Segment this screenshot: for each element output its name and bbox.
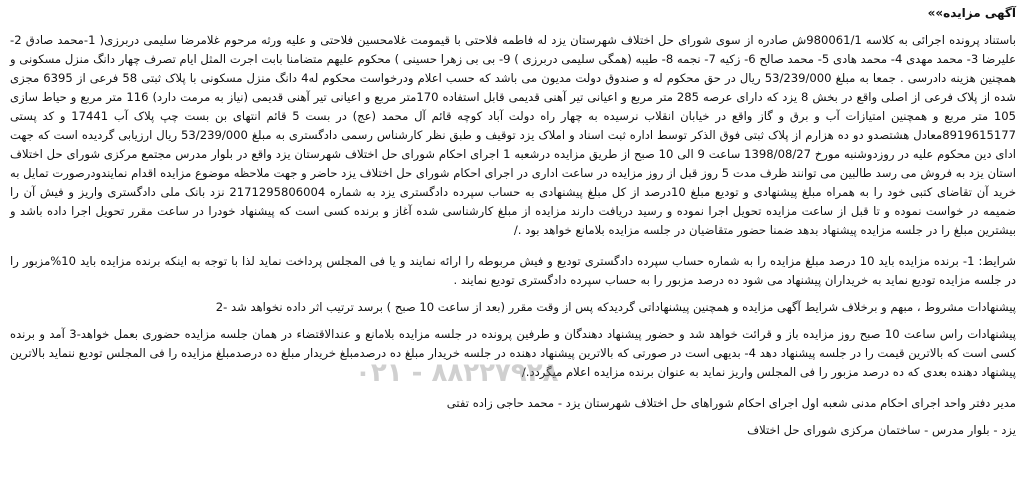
notice-title: آگهی مزایده»»	[927, 6, 1016, 20]
signature-line: مدیر دفتر واحد اجرای احکام مدنی شعبه اول اجرای احکام شوراهای حل اختلاف شهرستان یزد - محمد حاجی زاده تفتی	[446, 396, 1016, 410]
condition-3: پیشنهادات راس ساعت 10 صبح روز مزایده باز و قرائت خواهد شد و حضور پیشنهاد دهندگان و طرفین پرونده در جلسه مزایده بلامانع و عندالاقتضاء در همان جلسه مزایده حضوری بعمل خواهد-3 آمد و برنده کسی است که بالاترین قیمت را در جلسه پیشنهاد دهد 4- بدیهی است در صورتی که بالاترین پیشنهاد دهنده در جلسه خریدار مبلغ ده درصدمبلغ خریدار مبلغ ده درصدمبلغ مزایده را فی المجلس تودیع ننماید بالاترین پیشنهاد دهنده بعدی که ده درصد مزبور را فی المجلس واریز نماید به عنوان برنده مزایده اعلام میگردد./	[10, 327, 1016, 379]
address-line: یزد - بلوار مدرس - ساختمان مرکزی شورای حل اختلاف	[747, 423, 1016, 437]
condition-1: شرایط: 1- برنده مزایده باید 10 درصد مبلغ مزایده را به شماره حساب سپرده دادگستری تودیع و فیش مربوطه را ارائه نمایند و یا فی المجلس پرداخت نماید لذا با توجه به اینکه برنده مزایده باید 10%مزبور را در جلسه مزایده تودیع نماید به خریداران پیشنهاد می شود ده درصد مزبور را به حساب سپرده دادگستری تودیع نمایند .	[10, 254, 1016, 287]
condition-2: پیشنهادات مشروط ، مبهم و برخلاف شرایط آگهی مزایده و همچنین پیشنهاداتی گردیدکه پس از وقت مقرر (بعد از ساعت 10 صبح ) برسد ترتیب اثر داده نخواهد شد -2	[215, 300, 1016, 314]
phone-watermark: ۰۲۱ - ۸۸۲۲۷۹۲۸	[355, 358, 559, 388]
notice-main-paragraph: باستناد پرونده اجرائی به کلاسه 980061/1ش صادره از سوی شورای حل اختلاف شهرستان یزد له فاطمه فلاحتی با قیمومت غلامحسین فلاحتی و علیه ورثه مرحوم غلامرضا سلیمی دربرزی( 1-محمد صادق 2- علیرضا 3- محمد مهدی 4- محمد هادی 5- محمد صالح 6- زکیه 7- نجمه 8- طیبه (همگی سلیمی دربرزی ) 9- بی بی زهرا حسینی ) محکوم علیهم متضامنا بابت اجرت المثل ایام تصرف چهار دانگ منزل مسکونی و همچنین هزینه دادرسی . جمعا به مبلغ 53/239/000 ریال در حق محکوم له و صندوق دولت مدیون می باشد که حسب اعلام ودرخواست محکوم له4 دانگ منزل مسکونی با پلاک ثبتی 58 فرعی از 6395 مجزی شده از پلاک فرعی از اصلی واقع در بخش 8 یزد که دارای عرصه 285 متر مربع و اعیانی تیر آهنی قدیمی قابل استفاده 170متر مربع و اعیانی تیر آهنی قدیمی (نیاز به مرمت دارد) 116 متر مربع و حیاط سازی 105 متر مربع و همچنین امتیازات آب و برق و گاز واقع در خیابان انقلاب نرسیده به چهار راه دولت آباد کوچه قائم آل محمد (عج) در بست 5 قائم انتهای بن بست چپ پلاک آب 17441 و کد پستی 8919615177معادل هشتصدو دو ده هزارم از پلاک ثبتی فوق الذکر توسط اداره ثبت اسناد و املاک یزد توقیف و طبق نظر کارشناس رسمی دادگستری به مبلغ 53/239/000 ریال ارزیابی گردیده است که جهت ادای دین محکوم علیه در روزدوشنبه مورخ 1398/08/27 ساعت 9 الی 10 صبح از طریق مزایده درشعبه 1 اجرای احکام شورای حل اختلاف شهرستان یزد واقع در بلوار مدرس مجتمع مرکزی شورای حل اختلاف استان یزد به فروش می رسد طالبین می توانند ظرف مدت 5 روز قبل از روز مزایده در ساعت اداری در اجرای احکام شورای حل اختلاف یزد حاضر و جهت ملاحظه موضوع مزایده اقدام نمایندودرصورت تمایل به خرید آن تقاضای کتبی خود را به همراه مبلغ پیشنهادی و تودیع مبلغ 10درصد از کل مبلغ پیشنهادی به حساب سپرده دادگستری یزد به شماره 2171295806004 نزد بانک ملی دادگستری واریز و فیش آن را ضمیمه در خواست نموده و تا قبل از ساعت مزایده تحویل اجرا نموده و رسید دریافت دارند مزایده از مبلغ کارشناسی شده آغاز و برنده کسی است که پیشنهاد خودرا در ساعت مقرر تحویل اجرا داده باشد و بیشترین مبلغ را در جلسه مزایده پیشنهاد بدهد ضمنا حضور متقاضیان در جلسه مزایده بلامانع خواهد بود ./	[10, 33, 1017, 237]
